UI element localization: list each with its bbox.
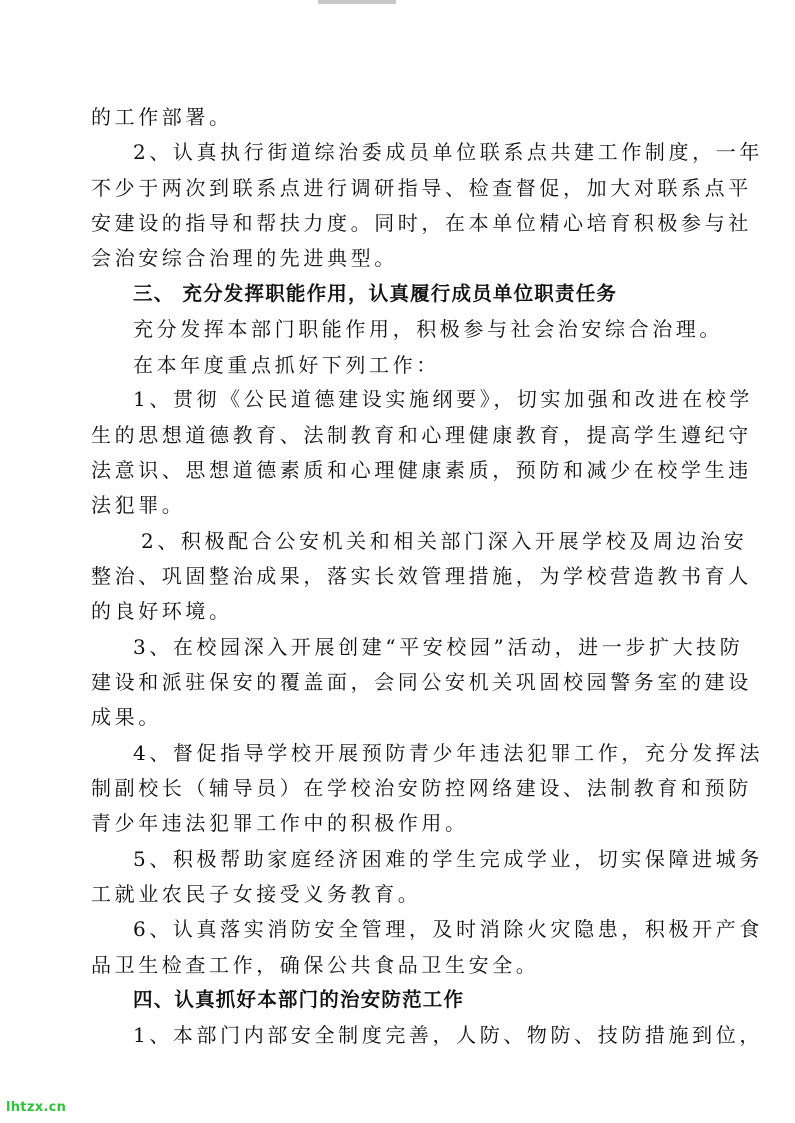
text-line: 制副校长（辅导员）在学校治安防控网络建设、法制教育和预防 [91, 776, 752, 800]
text-line: 的工作部署。 [91, 105, 233, 129]
text-line: 3、在校园深入开展创建“平安校园”活动，进一步扩大技防 [133, 635, 744, 659]
text-line: 建设和派驻保安的覆盖面，会同公安机关巩固校园警务室的建设 [91, 670, 752, 694]
text-line: 法意识、思想道德素质和心理健康素质，预防和减少在校学生违 [91, 458, 752, 482]
section-heading: 三、 充分发挥职能作用，认真履行成员单位职责任务 [133, 282, 618, 305]
text-line: 生的思想道德教育、法制教育和心理健康教育，提高学生遵纪守 [91, 423, 752, 447]
text-line: 工就业农民子女接受义务教育。 [91, 882, 422, 906]
text-line: 的良好环境。 [91, 599, 233, 623]
text-line: 2、认真执行街道综治委成员单位联系点共建工作制度，一年 [133, 140, 763, 164]
text-line: 不少于两次到联系点进行调研指导、检查督促，加大对联系点平 [91, 176, 752, 200]
text-line: 1、本部门内部安全制度完善，人防、物防、技防措施到位， [133, 1023, 763, 1047]
text-line: 2、积极配合公安机关和相关部门深入开展学校及周边治安 [141, 529, 748, 553]
site-watermark: lhtzx.cn [6, 1100, 67, 1115]
text-line: 安建设的指导和帮扶力度。同时，在本单位精心培育积极参与社 [91, 211, 752, 235]
text-line: 5、积极帮助家庭经济困难的学生完成学业，切实保障进城务 [133, 847, 763, 871]
text-line: 4、督促指导学校开展预防青少年违法犯罪工作，充分发挥法 [133, 741, 763, 765]
text-line: 品卫生检查工作，确保公共食品卫生安全。 [91, 953, 540, 977]
text-line: 整治、巩固整治成果，落实长效管理措施，为学校营造教书育人 [91, 564, 752, 588]
section-heading: 四、认真抓好本部门的治安防范工作 [133, 988, 465, 1011]
text-line: 1、贯彻《公民道德建设实施纲要》，切实加强和改进在校学 [133, 387, 753, 411]
text-line: 青少年违法犯罪工作中的积极作用。 [91, 811, 469, 835]
text-line: 会治安综合治理的先进典型。 [91, 246, 398, 270]
text-line: 充分发挥本部门职能作用，积极参与社会治安综合治理。 [133, 317, 723, 341]
scan-top-mark [318, 0, 396, 4]
text-line: 法犯罪。 [91, 493, 186, 517]
text-line: 成果。 [91, 705, 162, 729]
text-line: 6、认真落实消防安全管理，及时消除火灾隐患，积极开产食 [133, 917, 763, 941]
text-line: 在本年度重点抓好下列工作： [133, 353, 440, 377]
